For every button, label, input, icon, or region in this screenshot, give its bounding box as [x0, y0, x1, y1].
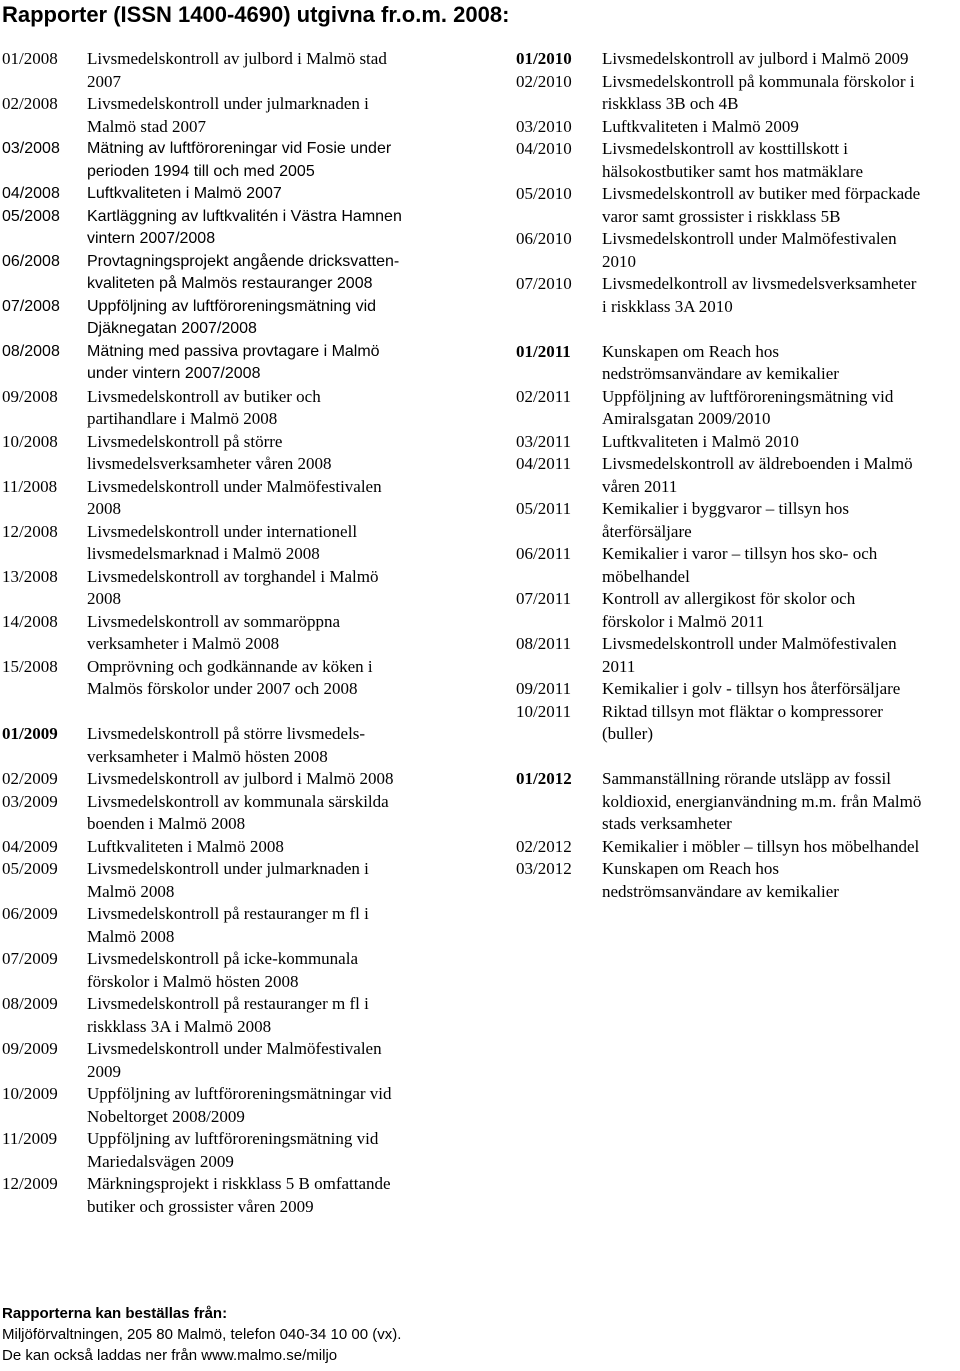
report-title-line: riskklass 3A i Malmö 2008 — [87, 1016, 272, 1036]
report-title — [602, 858, 956, 903]
report-entry — [2, 611, 457, 656]
report-title-line: Sammanställning rörande utsläpp av fossil — [602, 769, 891, 788]
report-number: 09/2011 — [516, 679, 572, 698]
report-title-line: Uppföljning av luftföroreningsmätning vid — [87, 1129, 379, 1148]
report-entry — [2, 521, 457, 566]
report-title-line: under vintern 2007/2008 — [87, 365, 261, 382]
report-title-line: Kontroll av allergikost för skolor och — [602, 589, 856, 608]
report-title-line: Provtagningsprojekt angående dricksvatten- — [87, 252, 400, 270]
report-title — [602, 678, 956, 701]
report-title-line: Malmös förskolor under 2007 och 2008 — [87, 679, 358, 698]
report-title — [87, 341, 457, 386]
report-entry — [2, 341, 457, 386]
report-number: 15/2008 — [2, 656, 58, 676]
report-title-line: Mätning med passiva provtagare i Malmö — [87, 342, 380, 360]
ordering-heading: Rapporterna kan beställas från: — [2, 1305, 228, 1322]
report-title-line: Livsmedelskontroll under Malmöfestivalen — [602, 634, 897, 653]
left-group — [2, 723, 457, 1218]
report-number: 08/2011 — [516, 634, 572, 653]
ordering-download: De kan också laddas ner från www.malmo.se/miljo — [2, 1347, 338, 1364]
report-title-line: (buller) — [602, 724, 653, 743]
report-number: 01/2009 — [2, 724, 58, 743]
report-title — [602, 498, 956, 543]
report-title — [602, 183, 956, 228]
report-entry — [2, 1038, 457, 1083]
right-group — [516, 341, 956, 746]
report-title-line: Livsmedelkontroll av livsmedelsverksamheter — [602, 274, 917, 293]
report-title — [87, 768, 457, 791]
report-entry — [2, 476, 457, 521]
report-entry — [516, 138, 956, 183]
report-title-line: hälsokostbutiker samt hos matmäklare — [602, 161, 864, 181]
report-title-line: förskolor i Malmö 2011 — [602, 611, 765, 631]
report-title-line: nedströmsanvändare av kemikalier — [602, 364, 839, 383]
report-entry — [2, 948, 457, 993]
report-number: 12/2009 — [2, 1174, 58, 1193]
report-number: 13/2008 — [2, 566, 58, 586]
report-title-line: Livsmedelskontroll av kosttillskott i — [602, 139, 849, 158]
report-title-line: Luftkvaliteten i Malmö 2009 — [602, 116, 799, 136]
report-title-line: Nobeltorget 2008/2009 — [87, 1106, 245, 1126]
report-title — [602, 836, 956, 859]
report-number: 02/2009 — [2, 769, 58, 788]
report-title — [602, 228, 956, 273]
report-entry — [516, 678, 956, 701]
report-title — [87, 1173, 457, 1218]
report-entry — [2, 1173, 457, 1218]
report-title — [602, 768, 956, 836]
report-entry — [516, 273, 956, 318]
report-entry — [516, 768, 956, 836]
report-title-line: Kemikalier i möbler – tillsyn hos möbelhandel — [602, 836, 920, 856]
report-entry — [2, 138, 457, 183]
report-number: 10/2009 — [2, 1084, 58, 1103]
report-title-line: Kemikalier i varor – tillsyn hos sko- och — [602, 544, 878, 563]
report-title-line: livsmedelsverksamheter våren 2008 — [87, 454, 332, 473]
report-number: 04/2009 — [2, 836, 58, 856]
report-number: 05/2010 — [516, 184, 572, 203]
report-title-line: 2010 — [602, 251, 636, 271]
report-entry — [2, 791, 457, 836]
report-title-line: Livsmedelskontroll av sommaröppna — [87, 611, 341, 631]
report-title-line: i riskklass 3A 2010 — [602, 296, 733, 316]
report-title-line: Livsmedelskontroll av julbord i Malmö stad — [87, 49, 387, 68]
report-title-line: kvaliteten på Malmös restauranger 2008 — [87, 275, 373, 292]
report-title — [87, 206, 457, 251]
report-title — [602, 701, 956, 746]
report-number: 11/2009 — [2, 1129, 58, 1148]
report-number: 07/2010 — [516, 274, 572, 293]
report-entry — [2, 903, 457, 948]
report-title-line: våren 2011 — [602, 476, 678, 496]
report-number: 09/2009 — [2, 1039, 58, 1058]
report-entry — [516, 341, 956, 386]
report-title-line: Uppföljning av luftföroreningsmätningar vid — [87, 1084, 392, 1103]
report-title-line: Amiralsgatan 2009/2010 — [602, 409, 771, 428]
report-title-line: vintern 2007/2008 — [87, 230, 216, 247]
report-entry — [2, 93, 457, 138]
ordering-address: Miljöförvaltningen, 205 80 Malmö, telefon 040-34 10 00 (vx). — [2, 1326, 402, 1343]
report-title-line: 2011 — [602, 656, 636, 676]
report-number: 03/2011 — [516, 431, 572, 451]
report-entry — [2, 206, 457, 251]
report-number: 06/2008 — [2, 252, 60, 270]
report-title-line: Kunskapen om Reach hos — [602, 341, 780, 361]
report-title-line: stads verksamheter — [602, 814, 732, 833]
report-entry — [516, 116, 956, 139]
report-number: 08/2008 — [2, 342, 60, 360]
report-entry — [2, 768, 457, 791]
report-entry — [516, 543, 956, 588]
report-number: 05/2009 — [2, 859, 58, 878]
report-entry — [516, 71, 956, 116]
report-title — [87, 903, 457, 948]
report-number: 14/2008 — [2, 611, 58, 631]
report-title — [87, 1083, 457, 1128]
report-title — [602, 453, 956, 498]
report-title — [602, 48, 956, 71]
report-title-line: verksamheter i Malmö 2008 — [87, 634, 280, 653]
report-number: 10/2008 — [2, 431, 58, 451]
report-title-line: Mätning av luftföroreningar vid Fosie under — [87, 140, 392, 157]
report-number: 03/2009 — [2, 791, 58, 811]
report-entry — [2, 656, 457, 701]
report-title — [602, 116, 956, 139]
report-title-line: riskklass 3B och 4B — [602, 94, 739, 113]
report-title — [87, 521, 457, 566]
report-entry — [2, 858, 457, 903]
page-title: Rapporter (ISSN 1400-4690) utgivna fr.o.m. 2008: — [2, 2, 510, 27]
report-number: 04/2008 — [2, 185, 60, 202]
report-title — [87, 836, 457, 859]
report-number: 07/2011 — [516, 589, 572, 608]
report-title — [602, 341, 956, 386]
report-entry — [2, 836, 457, 859]
report-number: 06/2009 — [2, 904, 58, 923]
report-title-line: Livsmedelskontroll under Malmöfestivalen — [87, 1039, 382, 1058]
report-title-line: Riktad tillsyn mot fläktar o kompressorer — [602, 701, 883, 721]
report-title-line: Livsmedelskontroll av butiker och — [87, 386, 321, 406]
report-entry — [516, 48, 956, 71]
report-number: 04/2010 — [516, 139, 572, 158]
report-list-right — [516, 48, 956, 926]
report-title-line: butiker och grossister våren 2009 — [87, 1196, 314, 1216]
report-entry — [516, 498, 956, 543]
report-title-line: förskolor i Malmö hösten 2008 — [87, 971, 299, 991]
report-title — [87, 476, 457, 521]
report-title — [602, 71, 956, 116]
report-title — [602, 386, 956, 431]
report-title — [87, 386, 457, 431]
report-title — [602, 273, 956, 318]
report-title — [87, 948, 457, 993]
report-title-line: Omprövning och godkännande av köken i — [87, 656, 373, 676]
report-number: 03/2008 — [2, 140, 60, 157]
report-number: 05/2008 — [2, 207, 60, 225]
report-title-line: Uppföljning av luftföroreningsmätning vid — [602, 386, 894, 406]
report-entry — [2, 566, 457, 611]
report-number: 03/2012 — [516, 859, 572, 878]
report-title-line: perioden 1994 till och med 2005 — [87, 162, 315, 180]
report-title-line: 2009 — [87, 1061, 121, 1081]
report-title — [87, 656, 457, 701]
report-title-line: koldioxid, energianvändning m.m. från Malmö — [602, 791, 922, 811]
report-number: 10/2011 — [516, 701, 572, 721]
report-title-line: Kemikalier i byggvaror – tillsyn hos — [602, 499, 849, 518]
report-entry — [516, 453, 956, 498]
report-title-line: Djäknegatan 2007/2008 — [87, 320, 257, 337]
report-title-line: Livsmedelskontroll på kommunala förskolor i — [602, 71, 915, 91]
report-entry — [2, 296, 457, 341]
report-title-line: varor samt grossister i riskklass 5B — [602, 206, 841, 226]
report-title-line: 2008 — [87, 499, 121, 518]
report-title-line: Livsmedelskontroll på restauranger m fl i — [87, 994, 369, 1013]
report-title-line: verksamheter i Malmö hösten 2008 — [87, 746, 328, 766]
report-entry — [516, 633, 956, 678]
report-title-line: Kemikalier i golv - tillsyn hos återförsäljare — [602, 679, 901, 698]
report-title — [87, 93, 457, 138]
report-title — [87, 1128, 457, 1173]
report-title-line: Mariedalsvägen 2009 — [87, 1151, 234, 1171]
report-title — [87, 566, 457, 611]
report-title-line: Malmö 2008 — [87, 926, 175, 946]
report-number: 11/2008 — [2, 476, 58, 496]
report-number: 03/2010 — [516, 116, 572, 136]
report-title-line: 2007 — [87, 71, 121, 91]
report-title — [87, 858, 457, 903]
report-number: 06/2011 — [516, 544, 572, 563]
report-entry — [516, 701, 956, 746]
report-entry — [2, 723, 457, 768]
report-title-line: Livsmedelskontroll under julmarknaden i — [87, 94, 369, 113]
report-entry — [2, 993, 457, 1038]
left-group — [2, 48, 457, 701]
report-title-line: Livsmedelskontroll av kommunala särskilda — [87, 791, 389, 811]
report-title — [87, 993, 457, 1038]
report-title-line: Malmö 2008 — [87, 881, 175, 901]
report-title — [602, 633, 956, 678]
report-title — [602, 138, 956, 183]
report-title — [87, 723, 457, 768]
report-number: 01/2008 — [2, 49, 58, 68]
report-title — [87, 138, 457, 183]
report-title-line: Kunskapen om Reach hos — [602, 859, 780, 878]
report-title-line: livsmedelsmarknad i Malmö 2008 — [87, 544, 320, 563]
report-number: 07/2009 — [2, 949, 58, 968]
report-number: 01/2011 — [516, 341, 571, 361]
report-entry — [516, 836, 956, 859]
report-entry — [2, 1128, 457, 1173]
report-number: 02/2011 — [516, 386, 572, 406]
report-title-line: Uppföljning av luftföroreningsmätning vid — [87, 297, 377, 315]
report-title-line: Luftkvaliteten i Malmö 2008 — [87, 836, 284, 856]
report-title-line: Livsmedelskontroll under Malmöfestivalen — [602, 229, 897, 248]
right-group — [516, 768, 956, 903]
report-title — [87, 431, 457, 476]
report-title — [602, 588, 956, 633]
report-title-line: boenden i Malmö 2008 — [87, 814, 246, 833]
report-title-line: Livsmedelskontroll på icke-kommunala — [87, 949, 358, 968]
report-title — [602, 431, 956, 454]
report-entry — [2, 386, 457, 431]
report-title — [87, 611, 457, 656]
report-title — [87, 1038, 457, 1083]
report-entry — [516, 183, 956, 228]
report-title — [87, 48, 457, 93]
right-group — [516, 48, 956, 318]
report-title — [87, 251, 457, 296]
report-number: 01/2010 — [516, 49, 572, 68]
report-title-line: partihandlare i Malmö 2008 — [87, 409, 278, 428]
report-list-left — [2, 48, 457, 1241]
report-title — [87, 791, 457, 836]
report-entry — [2, 1083, 457, 1128]
report-number: 02/2008 — [2, 94, 58, 113]
report-title-line: Livsmedelskontroll av torghandel i Malmö — [87, 566, 379, 586]
report-title-line: Livsmedelskontroll av butiker med förpackade — [602, 184, 921, 203]
report-entry — [516, 588, 956, 633]
report-title-line: möbelhandel — [602, 566, 690, 586]
report-title-line: Livsmedelskontroll under internationell — [87, 521, 358, 541]
report-entry — [516, 858, 956, 903]
report-title-line: Luftkvaliteten i Malmö 2010 — [602, 431, 799, 451]
report-entry — [516, 228, 956, 273]
report-number: 05/2011 — [516, 499, 572, 518]
report-number: 08/2009 — [2, 994, 58, 1013]
report-number: 09/2008 — [2, 386, 58, 406]
report-title-line: Kartläggning av luftkvalitén i Västra Hamnen — [87, 207, 402, 225]
report-number: 04/2011 — [516, 454, 572, 473]
report-entry — [2, 48, 457, 93]
report-title-line: Livsmedelskontroll av äldreboenden i Malmö — [602, 454, 913, 473]
report-title-line: Luftkvaliteten i Malmö 2007 — [87, 185, 282, 202]
report-title-line: återförsäljare — [602, 521, 692, 541]
report-title-line: Märkningsprojekt i riskklass 5 B omfattande — [87, 1174, 391, 1193]
report-entry — [2, 251, 457, 296]
report-title-line: 2008 — [87, 589, 121, 608]
report-title — [87, 183, 457, 206]
report-title — [602, 543, 956, 588]
report-title-line: Livsmedelskontroll under julmarknaden i — [87, 859, 369, 878]
report-title — [87, 296, 457, 341]
report-title-line: Livsmedelskontroll av julbord i Malmö 2009 — [602, 49, 909, 68]
report-number: 02/2010 — [516, 71, 572, 91]
report-number: 02/2012 — [516, 836, 572, 856]
report-entry — [516, 431, 956, 454]
report-title-line: Livsmedelskontroll på större livsmedels- — [87, 724, 366, 743]
report-title-line: Livsmedelskontroll av julbord i Malmö 2008 — [87, 769, 394, 788]
report-title-line: Malmö stad 2007 — [87, 116, 206, 136]
report-number: 07/2008 — [2, 297, 60, 315]
report-title-line: nedströmsanvändare av kemikalier — [602, 881, 839, 901]
report-title-line: Livsmedelskontroll under Malmöfestivalen — [87, 476, 382, 496]
report-entry — [2, 431, 457, 476]
report-number: 06/2010 — [516, 229, 572, 248]
report-number: 01/2012 — [516, 769, 572, 788]
report-entry — [2, 183, 457, 206]
report-title-line: Livsmedelskontroll på större — [87, 431, 283, 451]
ordering-info — [2, 1303, 902, 1366]
report-title-line: Livsmedelskontroll på restauranger m fl i — [87, 904, 369, 923]
report-number: 12/2008 — [2, 521, 58, 541]
report-entry — [516, 386, 956, 431]
